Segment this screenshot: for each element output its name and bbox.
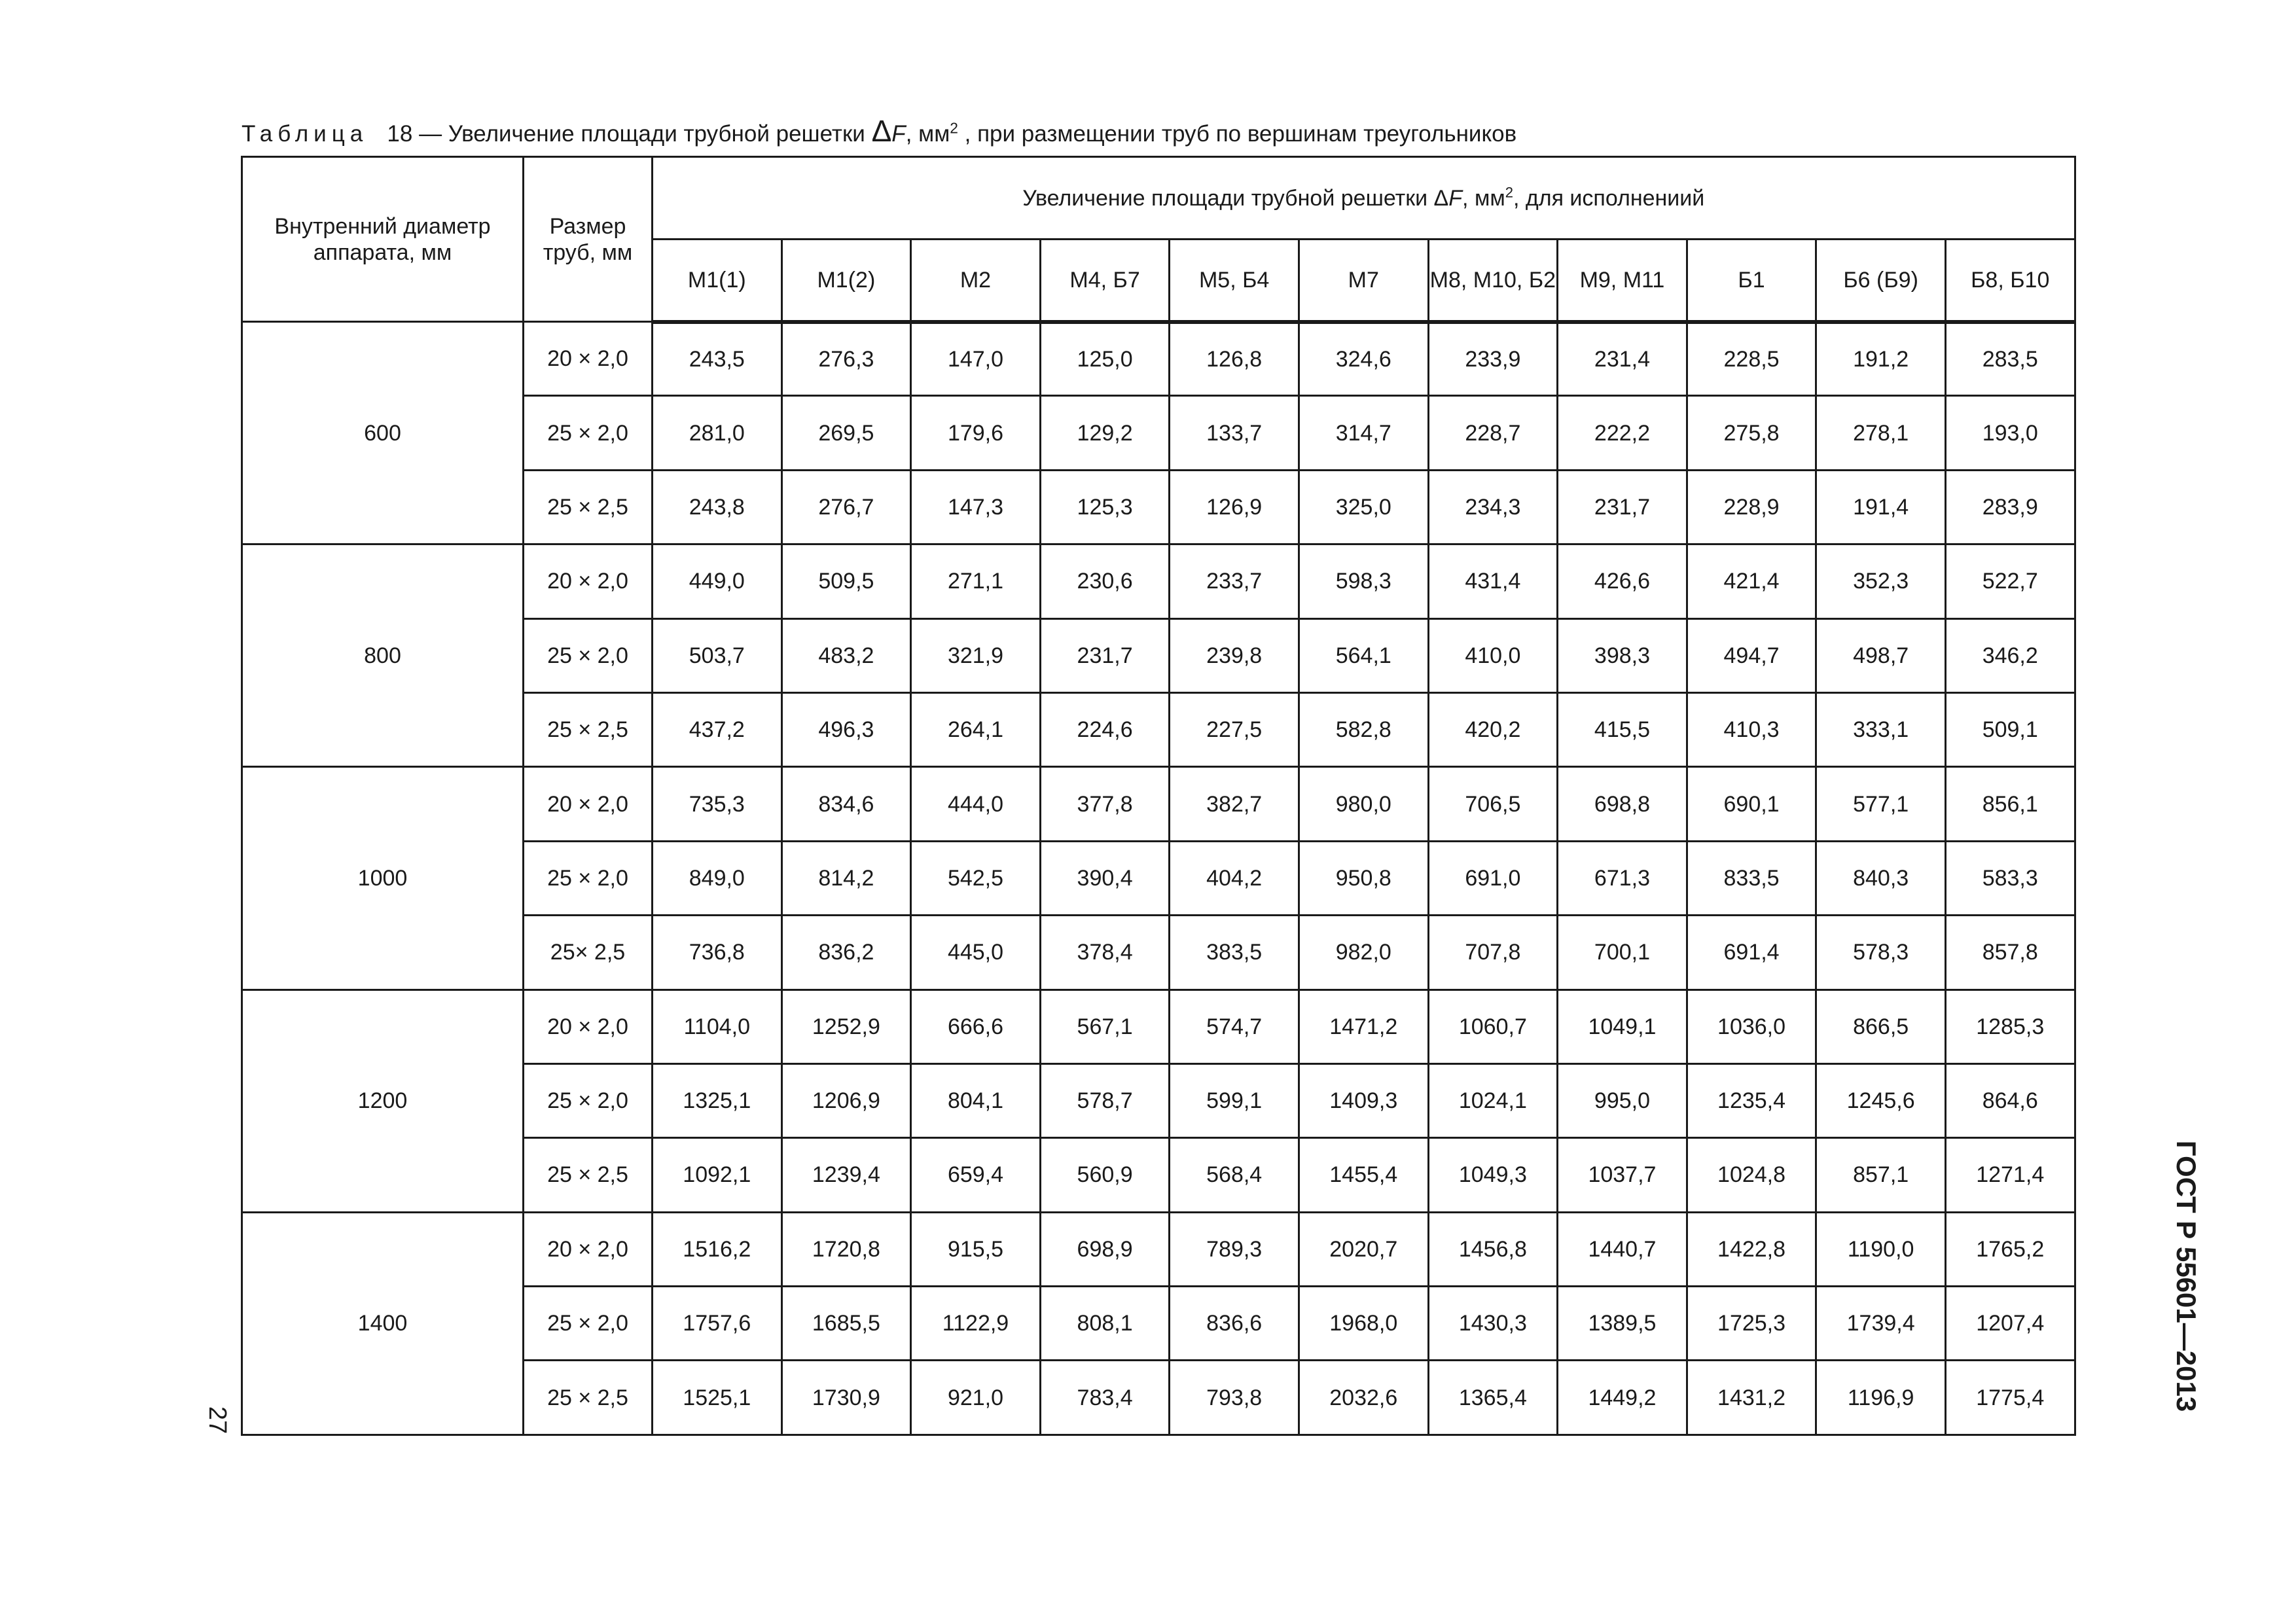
value-cell: 1122,9	[911, 1287, 1041, 1361]
value-cell: 866,5	[1816, 990, 1946, 1063]
value-cell: 233,9	[1428, 322, 1558, 396]
header-group-text: Увеличение площади трубной решетки	[1022, 185, 1428, 211]
value-cell: 783,4	[1040, 1361, 1170, 1435]
table-row	[242, 544, 2075, 618]
caption-suffix: , при размещении труб по вершинам треугольников	[964, 121, 1517, 147]
value-cell: 542,5	[911, 841, 1041, 915]
header-variant: М8, М10, Б2	[1428, 240, 1558, 322]
tube-size-cell: 25 × 2,5	[524, 692, 653, 766]
value-cell: 995,0	[1558, 1063, 1687, 1137]
value-cell: 1239,4	[781, 1138, 911, 1212]
value-cell: 191,4	[1816, 470, 1946, 544]
header-group-unit: , мм	[1462, 185, 1505, 211]
value-cell: 707,8	[1428, 916, 1558, 990]
caption-title: 18 — Увеличение площади трубной решетки	[387, 121, 865, 147]
value-cell: 283,5	[1945, 322, 2075, 396]
tube-size-cell: 25 × 2,5	[524, 470, 653, 544]
value-cell: 1409,3	[1299, 1063, 1428, 1137]
value-cell: 431,4	[1428, 544, 1558, 618]
value-cell: 578,7	[1040, 1063, 1170, 1137]
value-cell: 283,9	[1945, 470, 2075, 544]
value-cell: 834,6	[781, 767, 911, 841]
value-cell: 231,7	[1040, 618, 1170, 692]
value-cell: 706,5	[1428, 767, 1558, 841]
header-variant: М5, Б4	[1170, 240, 1299, 322]
value-cell: 191,2	[1816, 322, 1946, 396]
value-cell: 437,2	[653, 692, 782, 766]
value-cell: 271,1	[911, 544, 1041, 618]
value-cell: 1430,3	[1428, 1287, 1558, 1361]
value-cell: 804,1	[911, 1063, 1041, 1137]
value-cell: 574,7	[1170, 990, 1299, 1063]
value-cell: 1325,1	[653, 1063, 782, 1137]
value-cell: 1060,7	[1428, 990, 1558, 1063]
header-variant: Б1	[1687, 240, 1816, 322]
value-cell: 522,7	[1945, 544, 2075, 618]
caption-label: Таблица	[242, 121, 368, 147]
diameter-cell: 1000	[242, 767, 524, 990]
value-cell: 1422,8	[1687, 1212, 1816, 1286]
value-cell: 1365,4	[1428, 1361, 1558, 1435]
value-cell: 346,2	[1945, 618, 2075, 692]
value-cell: 390,4	[1040, 841, 1170, 915]
value-cell: 564,1	[1299, 618, 1428, 692]
value-cell: 228,9	[1687, 470, 1816, 544]
value-cell: 126,9	[1170, 470, 1299, 544]
value-cell: 276,7	[781, 470, 911, 544]
value-cell: 1516,2	[653, 1212, 782, 1286]
value-cell: 449,0	[653, 544, 782, 618]
value-cell: 269,5	[781, 396, 911, 470]
value-cell: 321,9	[911, 618, 1041, 692]
table-caption: Таблица 18 — Увеличение площади трубной решетки ΔF, $мм^2$ , при размещении труб по вершинам треугольников	[242, 114, 1517, 148]
value-cell: 599,1	[1170, 1063, 1299, 1137]
value-cell: 1685,5	[781, 1287, 911, 1361]
value-cell: 568,4	[1170, 1138, 1299, 1212]
value-cell: 415,5	[1558, 692, 1687, 766]
value-cell: 1271,4	[1945, 1138, 2075, 1212]
value-cell: 671,3	[1558, 841, 1687, 915]
header-variants-group	[653, 157, 2075, 240]
value-cell: 281,0	[653, 396, 782, 470]
value-cell: 234,3	[1428, 470, 1558, 544]
value-cell: 410,3	[1687, 692, 1816, 766]
value-cell: 1765,2	[1945, 1212, 2075, 1286]
value-cell: 736,8	[653, 916, 782, 990]
value-cell: 377,8	[1040, 767, 1170, 841]
value-cell: 1245,6	[1816, 1063, 1946, 1137]
value-cell: 857,1	[1816, 1138, 1946, 1212]
header-variant: М1(2)	[781, 240, 911, 322]
value-cell: 1730,9	[781, 1361, 911, 1435]
value-cell: 582,8	[1299, 692, 1428, 766]
value-cell: 404,2	[1170, 841, 1299, 915]
value-cell: 496,3	[781, 692, 911, 766]
value-cell: 125,0	[1040, 322, 1170, 396]
value-cell: 698,8	[1558, 767, 1687, 841]
value-cell: 333,1	[1816, 692, 1946, 766]
value-cell: 444,0	[911, 767, 1041, 841]
value-cell: 483,2	[781, 618, 911, 692]
standard-code: ГОСТ Р 55601—2013	[2171, 1140, 2202, 1412]
header-variant: Б6 (Б9)	[1816, 240, 1946, 322]
value-cell: 426,6	[1558, 544, 1687, 618]
value-cell: 503,7	[653, 618, 782, 692]
value-cell: 659,4	[911, 1138, 1041, 1212]
value-cell: 378,4	[1040, 916, 1170, 990]
value-cell: 808,1	[1040, 1287, 1170, 1361]
value-cell: 793,8	[1170, 1361, 1299, 1435]
value-cell: 836,2	[781, 916, 911, 990]
header-row-top	[242, 157, 2075, 240]
header-group-suffix: , для исполнениий	[1513, 185, 1705, 211]
table-row	[242, 322, 2075, 396]
value-cell: 420,2	[1428, 692, 1558, 766]
value-cell: 789,3	[1170, 1212, 1299, 1286]
header-variant: М4, Б7	[1040, 240, 1170, 322]
value-cell: 1206,9	[781, 1063, 911, 1137]
header-tube-size: Размер труб, мм	[524, 157, 653, 322]
value-cell: 276,3	[781, 322, 911, 396]
value-cell: 129,2	[1040, 396, 1170, 470]
value-cell: 231,4	[1558, 322, 1687, 396]
value-cell: 598,3	[1299, 544, 1428, 618]
value-cell: 231,7	[1558, 470, 1687, 544]
value-cell: 445,0	[911, 916, 1041, 990]
value-cell: 698,9	[1040, 1212, 1170, 1286]
value-cell: 836,6	[1170, 1287, 1299, 1361]
value-cell: 691,4	[1687, 916, 1816, 990]
value-cell: 666,6	[911, 990, 1041, 1063]
value-cell: 147,3	[911, 470, 1041, 544]
value-cell: 690,1	[1687, 767, 1816, 841]
value-cell: 1455,4	[1299, 1138, 1428, 1212]
header-variant: Б8, Б10	[1945, 240, 2075, 322]
value-cell: 1431,2	[1687, 1361, 1816, 1435]
value-cell: 1725,3	[1687, 1287, 1816, 1361]
value-cell: 228,5	[1687, 322, 1816, 396]
header-diameter: Внутренний диаметр аппарата, мм	[242, 157, 524, 322]
value-cell: 227,5	[1170, 692, 1299, 766]
value-cell: 324,6	[1299, 322, 1428, 396]
value-cell: 243,8	[653, 470, 782, 544]
value-cell: 583,3	[1945, 841, 2075, 915]
value-cell: 498,7	[1816, 618, 1946, 692]
value-cell: 840,3	[1816, 841, 1946, 915]
value-cell: 950,8	[1299, 841, 1428, 915]
value-cell: 494,7	[1687, 618, 1816, 692]
value-cell: 915,5	[911, 1212, 1041, 1286]
value-cell: 1525,1	[653, 1361, 782, 1435]
value-cell: 421,4	[1687, 544, 1816, 618]
value-cell: 314,7	[1299, 396, 1428, 470]
value-cell: 233,7	[1170, 544, 1299, 618]
value-cell: 814,2	[781, 841, 911, 915]
tube-size-cell: 25 × 2,0	[524, 396, 653, 470]
value-cell: 383,5	[1170, 916, 1299, 990]
value-cell: 1196,9	[1816, 1361, 1946, 1435]
value-cell: 1235,4	[1687, 1063, 1816, 1137]
value-cell: 1049,3	[1428, 1138, 1558, 1212]
value-cell: 1757,6	[653, 1287, 782, 1361]
table-row	[242, 1212, 2075, 1286]
value-cell: 125,3	[1040, 470, 1170, 544]
value-cell: 224,6	[1040, 692, 1170, 766]
value-cell: 982,0	[1299, 916, 1428, 990]
value-cell: 577,1	[1816, 767, 1946, 841]
value-cell: 1036,0	[1687, 990, 1816, 1063]
value-cell: 193,0	[1945, 396, 2075, 470]
value-cell: 264,1	[911, 692, 1041, 766]
value-cell: 921,0	[911, 1361, 1041, 1435]
value-cell: 1049,1	[1558, 990, 1687, 1063]
value-cell: 691,0	[1428, 841, 1558, 915]
table-body	[242, 322, 2075, 1435]
tube-size-cell: 20 × 2,0	[524, 1212, 653, 1286]
diameter-cell: 1200	[242, 990, 524, 1212]
tube-size-cell: 25 × 2,0	[524, 618, 653, 692]
value-cell: 1024,1	[1428, 1063, 1558, 1137]
diameter-cell: 600	[242, 322, 524, 544]
value-cell: 147,0	[911, 322, 1041, 396]
tube-size-cell: 20 × 2,0	[524, 767, 653, 841]
value-cell: 700,1	[1558, 916, 1687, 990]
value-cell: 857,8	[1945, 916, 2075, 990]
table-row	[242, 990, 2075, 1063]
value-cell: 1207,4	[1945, 1287, 2075, 1361]
value-cell: 2032,6	[1299, 1361, 1428, 1435]
value-cell: 2020,7	[1299, 1212, 1428, 1286]
value-cell: 1024,8	[1687, 1138, 1816, 1212]
value-cell: 275,8	[1687, 396, 1816, 470]
header-group-f: F	[1448, 185, 1463, 211]
value-cell: 1037,7	[1558, 1138, 1687, 1212]
value-cell: 856,1	[1945, 767, 2075, 841]
tube-size-cell: 20 × 2,0	[524, 990, 653, 1063]
header-variant: М7	[1299, 240, 1428, 322]
value-cell: 833,5	[1687, 841, 1816, 915]
value-cell: 228,7	[1428, 396, 1558, 470]
header-group-power: 2	[1505, 184, 1513, 201]
value-cell: 567,1	[1040, 990, 1170, 1063]
value-cell: 849,0	[653, 841, 782, 915]
header-variant: М2	[911, 240, 1041, 322]
area-increase-table	[241, 156, 2076, 1436]
value-cell: 1471,2	[1299, 990, 1428, 1063]
value-cell: 1389,5	[1558, 1287, 1687, 1361]
value-cell: 735,3	[653, 767, 782, 841]
caption-f-symbol: F	[891, 121, 906, 147]
tube-size-cell: 25 × 2,5	[524, 1361, 653, 1435]
value-cell: 1449,2	[1558, 1361, 1687, 1435]
value-cell: 222,2	[1558, 396, 1687, 470]
header-group-delta: Δ	[1433, 185, 1449, 211]
value-cell: 560,9	[1040, 1138, 1170, 1212]
value-cell: 578,3	[1816, 916, 1946, 990]
tube-size-cell: 20 × 2,0	[524, 322, 653, 396]
value-cell: 325,0	[1299, 470, 1428, 544]
value-cell: 980,0	[1299, 767, 1428, 841]
value-cell: 1775,4	[1945, 1361, 2075, 1435]
tube-size-cell: 25 × 2,5	[524, 1138, 653, 1212]
header-variant: М9, М11	[1558, 240, 1687, 322]
value-cell: 1104,0	[653, 990, 782, 1063]
value-cell: 1968,0	[1299, 1287, 1428, 1361]
value-cell: 1092,1	[653, 1138, 782, 1212]
tube-size-cell: 25× 2,5	[524, 916, 653, 990]
value-cell: 230,6	[1040, 544, 1170, 618]
value-cell: 278,1	[1816, 396, 1946, 470]
value-cell: 1440,7	[1558, 1212, 1687, 1286]
value-cell: 179,6	[911, 396, 1041, 470]
value-cell: 1190,0	[1816, 1212, 1946, 1286]
value-cell: 133,7	[1170, 396, 1299, 470]
value-cell: 1456,8	[1428, 1212, 1558, 1286]
value-cell: 1252,9	[781, 990, 911, 1063]
tube-size-cell: 20 × 2,0	[524, 544, 653, 618]
diameter-cell: 1400	[242, 1212, 524, 1435]
value-cell: 239,8	[1170, 618, 1299, 692]
value-cell: 864,6	[1945, 1063, 2075, 1137]
value-cell: 382,7	[1170, 767, 1299, 841]
caption-unit-power: 2	[950, 119, 958, 137]
value-cell: 1739,4	[1816, 1287, 1946, 1361]
value-cell: 1285,3	[1945, 990, 2075, 1063]
tube-size-cell: 25 × 2,0	[524, 1287, 653, 1361]
value-cell: 1720,8	[781, 1212, 911, 1286]
header-variant: М1(1)	[653, 240, 782, 322]
diameter-cell: 800	[242, 544, 524, 767]
value-cell: 410,0	[1428, 618, 1558, 692]
value-cell: 126,8	[1170, 322, 1299, 396]
tube-size-cell: 25 × 2,0	[524, 1063, 653, 1137]
value-cell: 509,1	[1945, 692, 2075, 766]
value-cell: 243,5	[653, 322, 782, 396]
page-number: 27	[204, 1406, 231, 1435]
value-cell: 509,5	[781, 544, 911, 618]
value-cell: 398,3	[1558, 618, 1687, 692]
table-row	[242, 767, 2075, 841]
value-cell: 352,3	[1816, 544, 1946, 618]
caption-delta-symbol: Δ	[871, 114, 892, 148]
tube-size-cell: 25 × 2,0	[524, 841, 653, 915]
caption-unit: мм	[918, 121, 950, 147]
